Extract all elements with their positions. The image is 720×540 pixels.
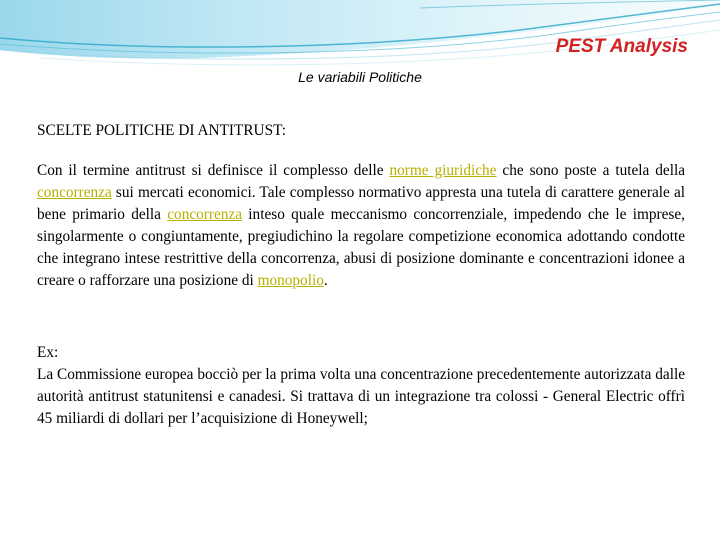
link-monopolio[interactable]: monopolio — [257, 272, 324, 289]
paragraph-text: inteso quale meccanismo concorrenziale, impedendo che le imprese, singolarmente o congiuntamente, pregiudichino la regolare competizione economica adottando condotte che integrano intese restrittive della concorrenza, abusi di posizione dominante e concentrazioni idonee a creare o rafforzare una posizione di — [37, 206, 686, 289]
link-concorrenza[interactable]: concorrenza — [37, 184, 112, 201]
page-title: PEST Analysis — [555, 36, 688, 57]
example-label: Ex: — [37, 344, 59, 361]
page-subtitle: Le variabili Politiche — [298, 69, 422, 85]
main-content — [37, 120, 685, 430]
link-concorrenza-2[interactable]: concorrenza — [167, 206, 242, 223]
example-text: La Commissione europea bocciò per la prima volta una concentrazione precedentemente autorizzata dalle autorità antitrust statunitensi e canadesi. Si trattava di un integrazione tra colossi - General Electric offrì 45 miliardi di dollari per l’acquisizione di Honeywell; — [37, 366, 685, 427]
paragraph-text: Con il termine antitrust si definisce il complesso delle — [37, 162, 390, 179]
body-paragraph — [37, 160, 685, 292]
paragraph-text: . — [323, 272, 328, 289]
section-heading: SCELTE POLITICHE DI ANTITRUST: — [37, 122, 286, 139]
link-norme-giuridiche[interactable]: norme giuridiche — [389, 162, 497, 179]
paragraph-text: che sono poste a tutela della — [496, 162, 685, 179]
paragraph-text: sui mercati economici. Tale complesso normativo appresta una tutela di carattere generale al bene primario della — [37, 184, 685, 223]
